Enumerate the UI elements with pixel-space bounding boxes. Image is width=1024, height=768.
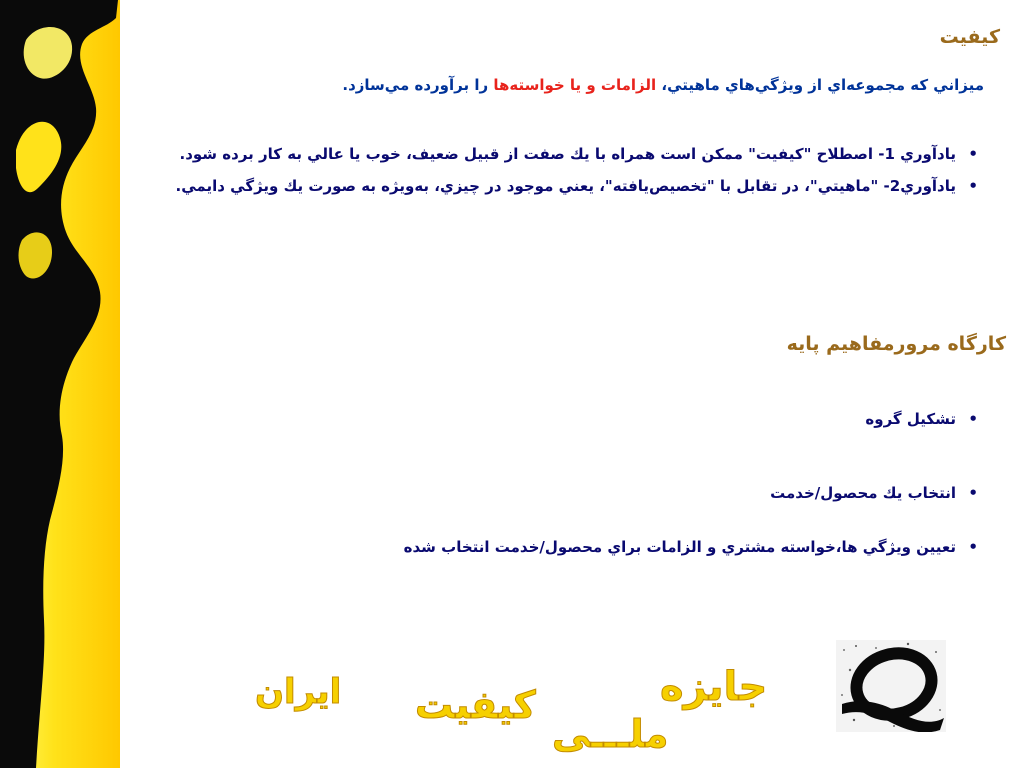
step-item: • تشكيل گروه xyxy=(144,410,984,428)
definition-part-2: را برآورده مي‌سازد. xyxy=(342,76,494,94)
award-name-word-4: ايران xyxy=(255,672,342,712)
q-letter-logo-icon xyxy=(836,640,946,732)
steps-list-item-1 xyxy=(144,410,984,428)
note-item: • يادآوري 1- اصطلاح "كيفيت" ممكن است همراه با يك صفت از قبيل ضعيف، خوب يا عالي به كار برده شود. xyxy=(144,138,984,170)
notes-list xyxy=(144,138,984,202)
sidebar-decoration xyxy=(0,0,120,768)
definition-text xyxy=(284,76,984,94)
definition-part-1: ميزاني كه مجموعه‌اي از ويژگي‌هاي ماهيتي، xyxy=(656,76,984,94)
award-name-word-2: كيفيت xyxy=(415,683,536,727)
slide-title: كيفيت xyxy=(939,26,1000,48)
section-title: كارگاه مرورمفاهيم پايه xyxy=(786,333,1006,355)
quality-award-logo xyxy=(836,640,946,732)
abstract-figure-illustration xyxy=(0,0,120,768)
steps-list-item-2 xyxy=(144,484,984,502)
award-name-word-3: ملـــى xyxy=(552,712,669,756)
note-item: • يادآوري2- "ماهيتي"، در تقابل با "تخصيص‌يافته"، يعني موجود در چيزي، به‌ويژه به صورت يك ويژگي دايمي. xyxy=(144,170,984,202)
definition-emphasis: الزامات و يا خواسته‌ها xyxy=(493,76,657,94)
step-item: • انتخاب يك محصول/خدمت xyxy=(144,484,984,502)
step-item: • تعيين ويژگي ها،خواسته مشتري و الزامات براي محصول/خدمت انتخاب شده xyxy=(144,538,984,556)
award-name-word-1: جايزه xyxy=(660,664,768,710)
steps-list-item-3 xyxy=(144,538,984,556)
